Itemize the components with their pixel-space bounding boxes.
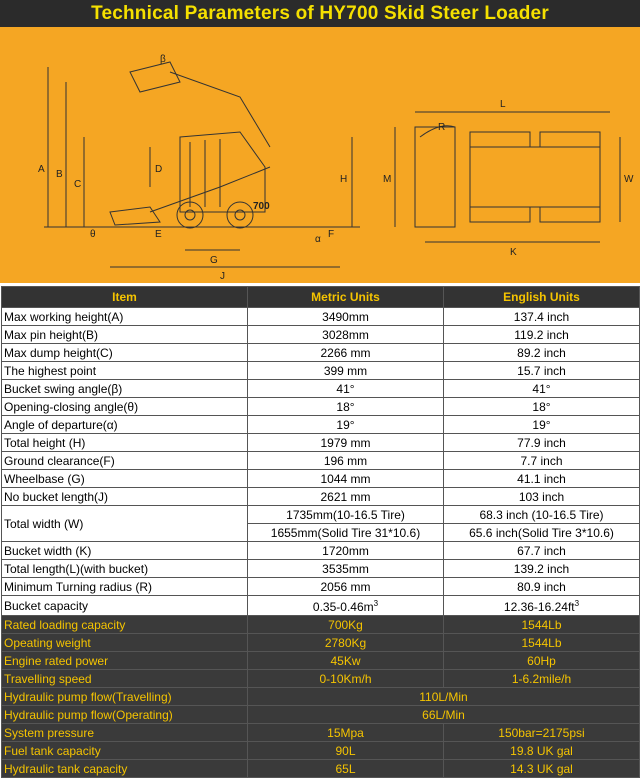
angle-label-alpha: α xyxy=(315,234,321,245)
cell-english: 14.3 UK gal xyxy=(444,760,640,778)
angle-label-beta: β xyxy=(160,54,166,65)
top-bucket xyxy=(415,127,455,227)
table-row xyxy=(2,652,640,670)
model-label: 700 xyxy=(253,201,270,212)
rear-wheel xyxy=(227,202,253,228)
cell-metric: 1655mm(Solid Tire 31*10.6) xyxy=(248,524,444,542)
cell-metric xyxy=(248,596,444,616)
cell-metric: 65L xyxy=(248,760,444,778)
cell-item: The highest point xyxy=(2,362,248,380)
cell-item: Travelling speed xyxy=(2,670,248,688)
cell-item: Max working height(A) xyxy=(2,308,248,326)
dim-label-j: J xyxy=(220,271,225,282)
cell-metric: 18° xyxy=(248,398,444,416)
table-row xyxy=(2,380,640,398)
cell-item: Total length(L)(with bucket) xyxy=(2,560,248,578)
cell-english: 7.7 inch xyxy=(444,452,640,470)
page-title: Technical Parameters of HY700 Skid Steer Loader xyxy=(91,2,549,24)
table-row xyxy=(2,724,640,742)
dim-label-d: D xyxy=(155,164,163,175)
cell-metric: 700Kg xyxy=(248,616,444,634)
cell-english: 150bar=2175psi xyxy=(444,724,640,742)
dim-label-a: A xyxy=(38,164,45,175)
cell-metric: 2780Kg xyxy=(248,634,444,652)
cell-metric: 2621 mm xyxy=(248,488,444,506)
cell-english: 41.1 inch xyxy=(444,470,640,488)
cell-english: 41° xyxy=(444,380,640,398)
dim-label-f: F xyxy=(328,229,335,240)
cell-item: Bucket width (K) xyxy=(2,542,248,560)
header-item: Item xyxy=(2,287,248,308)
table-row xyxy=(2,344,640,362)
table-row xyxy=(2,560,640,578)
table-row xyxy=(2,742,640,760)
table-row xyxy=(2,488,640,506)
table-row xyxy=(2,760,640,778)
table-row-bucket-capacity xyxy=(2,596,640,616)
cell-metric: 19° xyxy=(248,416,444,434)
cell-english: 119.2 inch xyxy=(444,326,640,344)
dim-label-b: B xyxy=(56,169,63,180)
table-row xyxy=(2,670,640,688)
cell-metric: 3535mm xyxy=(248,560,444,578)
cell-item: No bucket length(J) xyxy=(2,488,248,506)
cell-metric: 3490mm xyxy=(248,308,444,326)
cell-english xyxy=(444,596,640,616)
cell-metric: 1720mm xyxy=(248,542,444,560)
dim-label-g: G xyxy=(210,255,218,266)
cell-metric: 3028mm xyxy=(248,326,444,344)
table-row xyxy=(2,362,640,380)
cell-item: Total width (W) xyxy=(2,506,248,542)
angle-label-theta: θ xyxy=(90,229,96,240)
cell-metric: 0-10Km/h xyxy=(248,670,444,688)
table-row xyxy=(2,616,640,634)
top-body xyxy=(470,147,600,207)
cell-item: Opening-closing angle(θ) xyxy=(2,398,248,416)
cell-english: 68.3 inch (10-16.5 Tire) xyxy=(444,506,640,524)
top-wheel-fr xyxy=(470,207,530,222)
cell-item: Hydraulic pump flow(Travelling) xyxy=(2,688,248,706)
cell-english: 18° xyxy=(444,398,640,416)
cell-english: 77.9 inch xyxy=(444,434,640,452)
dim-label-r: R xyxy=(438,122,446,133)
table-row xyxy=(2,416,640,434)
cell-item: Bucket capacity xyxy=(2,596,248,616)
cell-item: Minimum Turning radius (R) xyxy=(2,578,248,596)
dim-label-e: E xyxy=(155,229,162,240)
cell-metric: 15Mpa xyxy=(248,724,444,742)
cell-item: Ground clearance(F) xyxy=(2,452,248,470)
cell-english: 139.2 inch xyxy=(444,560,640,578)
table-row xyxy=(2,634,640,652)
cell-metric: 2056 mm xyxy=(248,578,444,596)
metric-value: 0.35-0.46m xyxy=(312,600,374,614)
dim-label-h: H xyxy=(340,174,348,185)
cell-english: 19.8 UK gal xyxy=(444,742,640,760)
dimension-drawing-svg xyxy=(0,27,640,283)
title-bar xyxy=(0,0,640,27)
raised-arm xyxy=(170,72,270,147)
dim-label-l: L xyxy=(500,99,506,110)
table-row xyxy=(2,326,640,344)
table-header-row xyxy=(2,287,640,308)
cell-item: Hydraulic pump flow(Operating) xyxy=(2,706,248,724)
table-row xyxy=(2,706,640,724)
cell-item: Engine rated power xyxy=(2,652,248,670)
table-row xyxy=(2,308,640,326)
lowered-arm xyxy=(150,167,270,212)
cell-english: 19° xyxy=(444,416,640,434)
cell-item: Max dump height(C) xyxy=(2,344,248,362)
cell-english: 15.7 inch xyxy=(444,362,640,380)
table-row xyxy=(2,578,640,596)
cell-item: Angle of departure(α) xyxy=(2,416,248,434)
lowered-bucket xyxy=(110,207,160,225)
dim-label-c: C xyxy=(74,179,82,190)
cell-english: 89.2 inch xyxy=(444,344,640,362)
dim-label-m: M xyxy=(383,174,392,185)
cell-english: 65.6 inch(Solid Tire 3*10.6) xyxy=(444,524,640,542)
cell-english: 1544Lb xyxy=(444,616,640,634)
cell-english: 137.4 inch xyxy=(444,308,640,326)
cell-value: 66L/Min xyxy=(248,706,640,724)
cell-item: Max pin height(B) xyxy=(2,326,248,344)
cell-metric: 1044 mm xyxy=(248,470,444,488)
table-row xyxy=(2,434,640,452)
cab-outline xyxy=(180,132,265,212)
cell-item: Fuel tank capacity xyxy=(2,742,248,760)
cell-english: 60Hp xyxy=(444,652,640,670)
cell-item: Bucket swing angle(β) xyxy=(2,380,248,398)
cell-english: 103 inch xyxy=(444,488,640,506)
dim-label-w: W xyxy=(624,174,634,185)
spec-table xyxy=(1,286,640,778)
cell-item: Hydraulic tank capacity xyxy=(2,760,248,778)
cell-item: Rated loading capacity xyxy=(2,616,248,634)
metric-sup: 3 xyxy=(373,599,379,608)
cell-item: System pressure xyxy=(2,724,248,742)
cell-metric: 45Kw xyxy=(248,652,444,670)
cell-item: Wheelbase (G) xyxy=(2,470,248,488)
cell-value: 110L/Min xyxy=(248,688,640,706)
cell-metric: 1735mm(10-16.5 Tire) xyxy=(248,506,444,524)
cell-english: 1544Lb xyxy=(444,634,640,652)
dimension-drawing xyxy=(0,27,640,283)
cell-english: 80.9 inch xyxy=(444,578,640,596)
cell-metric: 399 mm xyxy=(248,362,444,380)
top-wheel-rl xyxy=(540,132,600,147)
table-row xyxy=(2,688,640,706)
table-row-total-width xyxy=(2,506,640,524)
cell-item: Total height (H) xyxy=(2,434,248,452)
cell-metric: 90L xyxy=(248,742,444,760)
header-metric: Metric Units xyxy=(248,287,444,308)
dim-label-k: K xyxy=(510,247,517,258)
cell-metric: 41° xyxy=(248,380,444,398)
cell-metric: 1979 mm xyxy=(248,434,444,452)
cell-item: Opeating weight xyxy=(2,634,248,652)
top-wheel-rr xyxy=(540,207,600,222)
table-row xyxy=(2,398,640,416)
raised-bucket xyxy=(130,62,180,92)
top-wheel-fl xyxy=(470,132,530,147)
table-row xyxy=(2,452,640,470)
cell-metric: 2266 mm xyxy=(248,344,444,362)
cell-metric: 196 mm xyxy=(248,452,444,470)
cell-english: 67.7 inch xyxy=(444,542,640,560)
table-row xyxy=(2,470,640,488)
english-value: 12.36-16.24ft xyxy=(503,600,575,614)
header-english: English Units xyxy=(444,287,640,308)
english-sup: 3 xyxy=(574,599,580,608)
table-row xyxy=(2,542,640,560)
cell-english: 1-6.2mile/h xyxy=(444,670,640,688)
